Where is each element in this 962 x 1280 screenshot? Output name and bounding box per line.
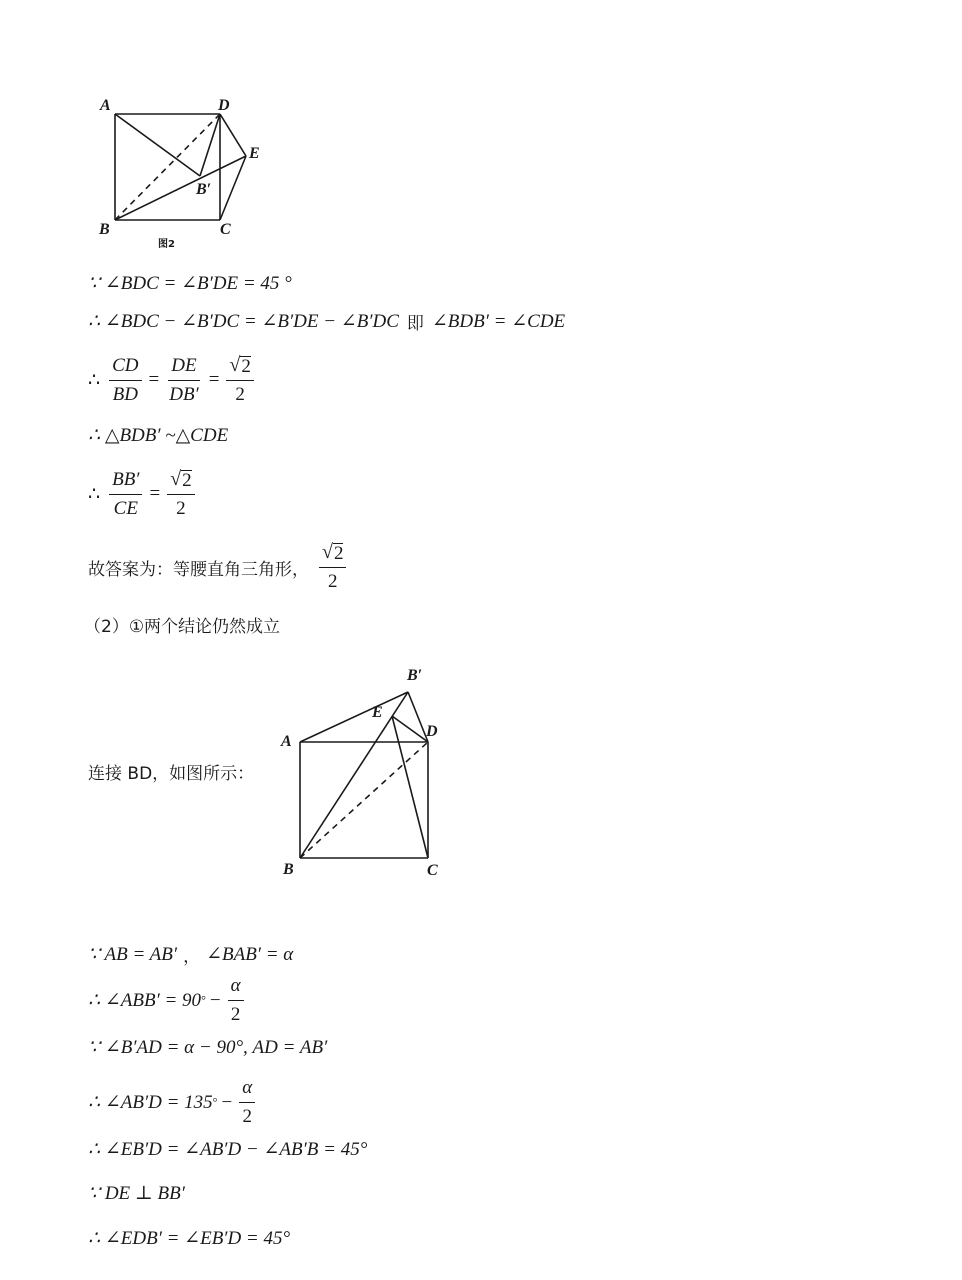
frac-den: CE	[113, 497, 138, 519]
label-D: D	[218, 97, 230, 114]
line-3: ∴ $\frac{CD}{BD}$ = $\frac{DE}{DB'}$ = √ 2 2	[88, 353, 257, 407]
line-15	[88, 1227, 290, 1250]
line-9-text-a: ∵ AB = AB′	[88, 944, 178, 965]
frac-den: 2	[235, 384, 245, 405]
line-13	[88, 1138, 367, 1161]
label-A: A	[100, 97, 111, 114]
line-13-text: ∴ ∠EB′D = ∠AB′D − ∠AB′B = 45°	[88, 1139, 368, 1160]
therefore-symbol: ∴	[88, 369, 101, 391]
connect-bd-text: 连接 BD，如图所示：	[88, 764, 255, 784]
part-2-heading: （2）①两个结论仍然成立	[84, 617, 281, 637]
frac-num: CD	[109, 354, 141, 381]
line-12: ∴ ∠AB′D = 135 ° − $\frac{\alpha}{2}$	[88, 1076, 258, 1129]
fraction-alpha-2	[239, 1076, 255, 1129]
frac-den: 2	[176, 498, 186, 519]
line-2	[88, 309, 565, 334]
frac-den: 2	[242, 1106, 252, 1127]
line-9-text-b: ∠BAB′ = α	[206, 944, 294, 965]
segment-DE	[220, 114, 246, 156]
label-E: E	[372, 704, 383, 721]
answer-text: 故答案为：等腰直角三角形，	[88, 559, 309, 580]
frac-den: 2	[230, 1004, 241, 1025]
line-11	[88, 1036, 327, 1059]
line-1	[88, 272, 292, 295]
line-9	[88, 942, 293, 967]
fraction-sqrt2-2: √ 2 2	[226, 353, 253, 407]
label-C: C	[427, 862, 438, 879]
sqrt-radicand: 2	[182, 470, 192, 491]
line-12-text: ∴ ∠AB′D = 135	[88, 1092, 213, 1113]
frac-num: α	[228, 974, 244, 1001]
frac-den: BD	[112, 383, 138, 405]
frac-num: α	[239, 1076, 255, 1103]
line-14-text: ∵ DE ⊥ BB′	[88, 1183, 185, 1204]
label-B-prime: B′	[196, 181, 212, 198]
line-10: ∴ ∠ABB′ = 90 ° − $\frac{\alpha}{2}$	[88, 974, 247, 1027]
sqrt-radicand: 2	[241, 356, 251, 377]
label-B: B	[99, 221, 110, 238]
label-B-prime: B′	[407, 667, 423, 684]
frac-num: BB′	[109, 468, 142, 495]
fraction-BB-prime-CE	[109, 468, 142, 521]
line-2-text-b: ∠BDB′ = ∠CDE	[431, 311, 566, 332]
label-E: E	[249, 145, 260, 162]
figure-2	[90, 90, 280, 260]
label-B: B	[283, 861, 294, 878]
line-1-text: ∵ ∠BDC = ∠B′DE = 45 °	[88, 273, 292, 294]
line-4	[88, 424, 228, 447]
line-4-text: ∴ △BDB′ ~△CDE	[88, 425, 229, 446]
frac-num: DE	[168, 354, 199, 381]
line-7	[84, 612, 280, 637]
line-10-text: ∴ ∠ABB′ = 90	[88, 990, 202, 1011]
figure-caption: 图2	[158, 239, 175, 250]
segment-BE	[115, 156, 246, 220]
sqrt-radicand: 2	[333, 543, 344, 564]
line-9-comma: ，	[183, 947, 201, 967]
segment-EC	[220, 156, 246, 220]
line-15-text: ∴ ∠EDB′ = ∠EB′D = 45°	[88, 1228, 291, 1249]
fraction-alpha-2	[228, 974, 244, 1027]
frac-den: DB′	[169, 383, 199, 405]
fraction-DE-DB-prime	[166, 354, 201, 407]
label-C: C	[220, 221, 231, 238]
line-2-text-cn: 即	[406, 314, 424, 334]
segment-BD-dashed	[115, 114, 220, 220]
line-5: ∴ $\frac{BB'}{CE}$ = √ 2 2	[88, 467, 198, 521]
line-8	[88, 759, 254, 784]
line-6	[88, 540, 349, 594]
figure-3	[275, 660, 465, 885]
frac-den: 2	[327, 571, 338, 592]
fraction-CD-BD	[109, 354, 141, 407]
fraction-sqrt2-2: √ 2 2	[319, 540, 346, 594]
segment-AB-prime	[115, 114, 200, 176]
fraction-sqrt2-2: √ 2 2	[167, 467, 194, 521]
line-2-text-a: ∴ ∠BDC − ∠B′DC = ∠B′DE − ∠B′DC	[88, 311, 399, 332]
line-11-text: ∵ ∠B′AD = α − 90°, AD = AB′	[88, 1037, 328, 1058]
line-14	[88, 1182, 185, 1205]
therefore-symbol: ∴	[88, 483, 101, 505]
label-A: A	[281, 733, 292, 750]
label-D: D	[426, 723, 438, 740]
